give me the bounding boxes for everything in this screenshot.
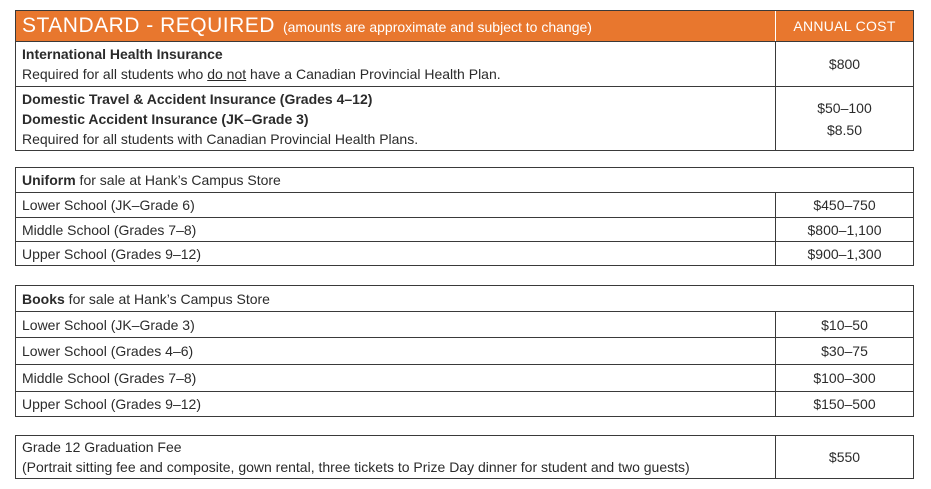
table-row xyxy=(16,337,913,364)
row-label: Middle School (Grades 7–8) xyxy=(16,218,776,241)
graduation-row xyxy=(16,436,913,478)
row-cost: $900–1,300 xyxy=(807,245,882,262)
table-row xyxy=(16,364,913,391)
table-row xyxy=(16,311,913,337)
row-label: Lower School (Grades 4–6) xyxy=(16,338,776,364)
domestic-travel-title: Domestic Travel & Accident Insurance (Grades 4–12) xyxy=(22,90,373,107)
uniform-heading-bold: Uniform xyxy=(22,172,76,188)
intl-insurance-row xyxy=(16,41,913,86)
row-cost: $30–75 xyxy=(821,343,868,359)
graduation-table xyxy=(15,435,914,479)
uniform-table xyxy=(15,167,914,266)
books-table xyxy=(15,285,914,417)
table-header-row xyxy=(16,11,913,41)
books-heading-row xyxy=(16,286,913,311)
required-fees-table xyxy=(15,10,914,151)
domestic-travel-cost: $50–100 xyxy=(817,99,872,116)
table-row xyxy=(16,192,913,217)
row-cost: $800–1,100 xyxy=(807,221,882,238)
graduation-desc: (Portrait sitting fee and composite, gown rental, three tickets to Prize Day dinner for student and two guests) xyxy=(22,459,690,475)
table-row xyxy=(16,391,913,416)
row-cost: $10–50 xyxy=(821,316,868,333)
graduation-cost: $550 xyxy=(828,449,861,465)
row-label: Lower School (JK–Grade 3) xyxy=(16,312,776,337)
domestic-insurance-desc: Required for all students with Canadian Provincial Health Plans. xyxy=(22,130,419,147)
uniform-heading xyxy=(22,170,907,190)
books-heading-suffix: for sale at Hank’s Campus Store xyxy=(64,290,270,307)
row-label: Upper School (Grades 9–12) xyxy=(16,392,776,416)
row-cost: $450–750 xyxy=(813,197,876,213)
intl-insurance-desc xyxy=(22,64,769,84)
uniform-heading-row xyxy=(16,168,913,192)
uniform-heading-suffix: for sale at Hank’s Campus Store xyxy=(75,172,281,188)
intl-desc-pre: Required for all students who xyxy=(22,66,208,82)
table-row xyxy=(16,241,913,265)
table-row xyxy=(16,217,913,241)
row-label: Middle School (Grades 7–8) xyxy=(16,365,776,391)
domestic-accident-title: Domestic Accident Insurance (JK–Grade 3) xyxy=(22,110,309,127)
books-heading xyxy=(22,289,907,309)
header-title: STANDARD - REQUIRED xyxy=(22,14,275,37)
row-cost: $100–300 xyxy=(813,370,876,386)
graduation-title: Grade 12 Graduation Fee xyxy=(22,439,182,455)
intl-desc-post: have a Canadian Provincial Health Plan. xyxy=(246,66,501,82)
annual-cost-header: ANNUAL COST xyxy=(793,18,896,34)
row-label: Upper School (Grades 9–12) xyxy=(16,242,776,265)
intl-insurance-title: International Health Insurance xyxy=(22,46,223,62)
domestic-accident-cost: $8.50 xyxy=(826,121,863,138)
row-label: Lower School (JK–Grade 6) xyxy=(16,193,776,217)
intl-desc-underlined: do not xyxy=(207,66,247,82)
books-heading-bold: Books xyxy=(22,290,65,307)
header-subtitle: (amounts are approximate and subject to change) xyxy=(282,19,592,35)
intl-insurance-cost: $800 xyxy=(828,56,861,72)
header-title-cell xyxy=(16,11,776,41)
row-cost: $150–500 xyxy=(813,396,876,412)
domestic-insurance-row xyxy=(16,86,913,150)
